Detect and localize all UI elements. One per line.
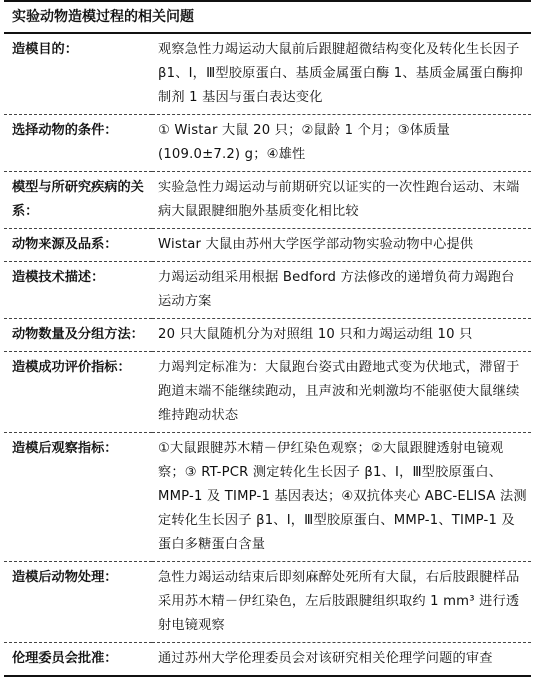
row-label: 造模后动物处理： xyxy=(12,570,118,585)
table-row xyxy=(4,115,531,172)
row-value: 观察急性力竭运动大鼠前后跟腱超微结构变化及转化生长因子 β1、Ⅰ，Ⅲ型胶原蛋白、基质金属蛋白酶 1、基质金属蛋白酶抑制剂 1 基因与蛋白表达变化 xyxy=(158,42,523,105)
table-title: 实验动物造模过程的相关问题 xyxy=(4,0,531,34)
table-row xyxy=(4,172,531,229)
row-label: 模型与所研究疾病的关系： xyxy=(12,180,144,219)
row-value: 通过苏州大学伦理委员会对该研究相关伦理学问题的审查 xyxy=(158,651,493,666)
row-value: Wistar 大鼠由苏州大学医学部动物实验动物中心提供 xyxy=(158,237,474,252)
row-label: 造模技术描述： xyxy=(12,270,105,285)
table-row xyxy=(4,262,531,319)
row-value: 力竭判定标准为：大鼠跑台姿式由蹬地式变为伏地式，滞留于跑道末端不能继续跑动，且声波和光刺激均不能驱使大鼠继续维持跑动状态 xyxy=(158,360,520,423)
row-label: 伦理委员会批准： xyxy=(12,651,118,666)
table-row xyxy=(4,433,531,562)
row-label: 动物来源及品系： xyxy=(12,237,118,252)
row-value: 力竭运动组采用根据 Bedford 方法修改的递增负荷力竭跑台运动方案 xyxy=(158,270,515,309)
table-row xyxy=(4,643,531,677)
row-label: 动物数量及分组方法： xyxy=(12,327,144,342)
row-value: 20 只大鼠随机分为对照组 10 只和力竭运动组 10 只 xyxy=(158,327,473,342)
row-value: ①大鼠跟腱苏木精－伊红染色观察；②大鼠跟腱透射电镜观察；③ RT-PCR 测定转化生长因子 β1、Ⅰ，Ⅲ型胶原蛋白、MMP-1 及 TIMP-1 基因表达；④双抗体夹心 ABC-ELISA 法测定转化生长因子 β1、Ⅰ，Ⅲ型胶原蛋白、MMP-1、TIMP-1 及蛋白多糖蛋白含量 xyxy=(158,441,527,552)
info-table xyxy=(4,34,531,677)
table-row xyxy=(4,562,531,643)
row-label: 造模成功评价指标： xyxy=(12,360,131,375)
table-row xyxy=(4,319,531,352)
row-label: 选择动物的条件： xyxy=(12,123,118,138)
table-row xyxy=(4,229,531,262)
row-value: 急性力竭运动结束后即刻麻醉处死所有大鼠，右后肢跟腱样品采用苏木精－伊红染色，左后肢跟腱组织取约 1 mm³ 进行透射电镜观察 xyxy=(158,570,520,633)
row-label: 造模后观察指标： xyxy=(12,441,118,456)
row-value: ① Wistar 大鼠 20 只；②鼠龄 1 个月；③体质量 (109.0±7.2) g；④雄性 xyxy=(158,123,450,162)
table-row xyxy=(4,352,531,433)
table-row xyxy=(4,34,531,115)
row-value: 实验急性力竭运动与前期研究以证实的一次性跑台运动、末端病大鼠跟腱细胞外基质变化相比较 xyxy=(158,180,520,219)
row-label: 造模目的： xyxy=(12,42,78,57)
